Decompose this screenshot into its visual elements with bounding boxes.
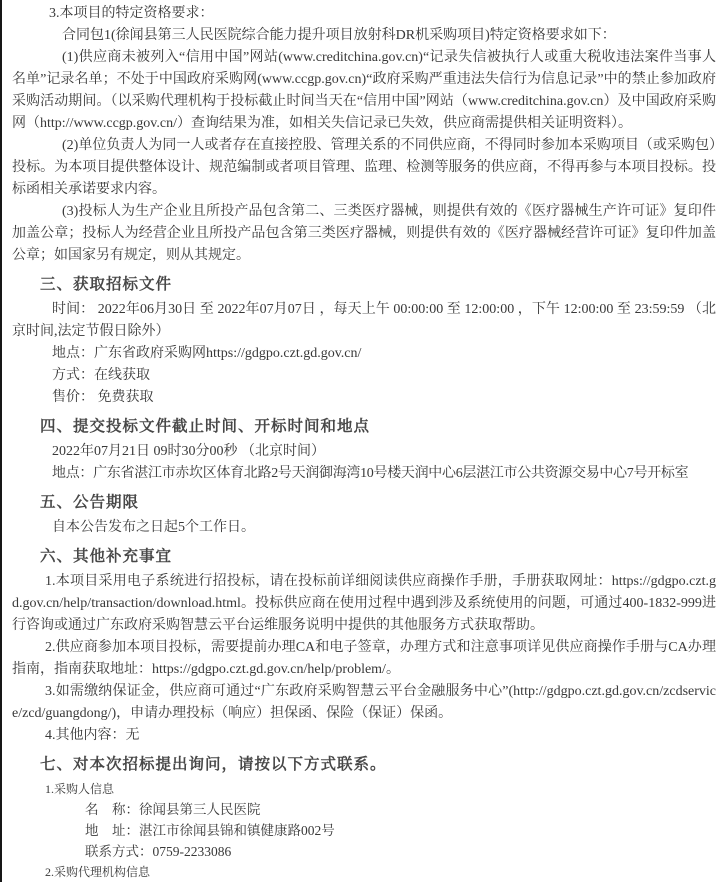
purchaser-address-line	[85, 820, 716, 841]
section-heading-obtain-documents: 三、获取招标文件	[40, 276, 173, 293]
section-heading-submission-deadline: 四、提交投标文件截止时间、开标时间和地点	[40, 418, 371, 435]
opening-place-line: 地点：广东省湛江市赤坎区体育北路2号天润御海湾10号楼天润中心6层湛江市公共资源交易中心7号开标室	[52, 466, 689, 481]
purchaser-phone-label: 联系方式：	[85, 844, 153, 859]
qualification-title: 3.本项目的特定资格要求：	[49, 6, 214, 21]
purchaser-name-line	[85, 799, 716, 820]
section-heading-contact: 七、对本次招标提出询问，请按以下方式联系。	[40, 756, 387, 773]
obtain-time-line: 时间： 2022年06月30日 至 2022年07月07日 ，每天上午 00:00:00 至 12:00:00 ，下午 12:00:00 至 23:59:59 （北京时间,法定节假日除外）	[12, 302, 716, 339]
qualification-item-2: (2)单位负责人为同一人或者存在直接控股、管理关系的不同供应商，不得同时参加本采购项目（或采购包）投标。为本项目提供整体设计、规范编制或者项目管理、监理、检测等服务的供应商，不得再参与本项目投标。投标函相关承诺要求内容。	[12, 138, 716, 197]
qualification-item-1: (1)供应商未被列入“信用中国”网站(www.creditchina.gov.cn)“记录失信被执行人或重大税收违法案件当事人名单”记录名单；不处于中国政府采购网(www.ccgp.gov.cn)“政府采购严重违法失信行为信息记录”中的禁止参加政府采购活动期间。（以采购代理机构于投标截止时间当天在“信用中国”网站（www.creditchina.gov.cn）及中国政府采购网（http://www.ccgp.gov.cn/）查询结果为准，如相关失信记录已失效，供应商需提供相关证明资料）。	[12, 50, 716, 131]
purchaser-name-label: 名 称：	[85, 802, 139, 817]
agency-info-label: 2.采购代理机构信息	[45, 865, 151, 879]
obtain-place-line: 地点：广东省政府采购网https://gdgpo.czt.gd.gov.cn/	[52, 346, 362, 361]
section-heading-announcement-period: 五、公告期限	[40, 494, 140, 511]
section-heading-other-matters: 六、其他补充事宜	[40, 548, 173, 565]
purchaser-phone-line	[85, 841, 716, 862]
purchaser-name-value: 徐闻县第三人民医院	[139, 802, 261, 817]
announcement-period-line: 自本公告发布之日起5个工作日。	[52, 520, 255, 535]
purchaser-address-value: 湛江市徐闻县锦和镇健康路002号	[139, 823, 335, 838]
qualification-item-3: (3)投标人为生产企业且所投产品包含第二、三类医疗器械，则提供有效的《医疗器械生产许可证》复印件加盖公章；投标人为经营企业且所投产品包含第三类医疗器械，则提供有效的《医疗器械经营许可证》复印件加盖公章；如国家另有规定，则从其规定。	[12, 204, 716, 263]
purchaser-address-label: 地 址：	[85, 823, 139, 838]
purchaser-phone-value: 0759-2233086	[152, 844, 232, 859]
other-matters-item-2: 2.供应商参加本项目投标，需要提前办理CA和电子签章，办理方式和注意事项详见供应商操作手册与CA办理指南，指南获取地址：https://gdgpo.czt.gd.gov.cn/help/problem/。	[12, 640, 716, 677]
obtain-price-line: 售价： 免费获取	[52, 390, 154, 405]
other-matters-item-4: 4.其他内容：无	[45, 728, 140, 743]
purchaser-info-label: 1.采购人信息	[45, 782, 115, 796]
other-matters-item-1: 1.本项目采用电子系统进行招投标，请在投标前详细阅读供应商操作手册，手册获取网址：https://gdgpo.czt.gd.gov.cn/help/transaction/download.html。投标供应商在使用过程中遇到涉及系统使用的问题，可通过400-1832-999进行咨询或通过广东政府采购智慧云平台运维服务说明中提供的其他服务方式获取帮助。	[12, 574, 716, 633]
other-matters-item-3: 3.如需缴纳保证金，供应商可通过“广东政府采购智慧云平台金融服务中心”(http://gdgpo.czt.gd.gov.cn/zcdservice/zcd/guangdong/)，申请办理投标（响应）担保函、保险（保证）保函。	[12, 684, 716, 721]
submission-deadline-line: 2022年07月21日 09时30分00秒 （北京时间）	[52, 444, 325, 459]
qualification-intro: 合同包1(徐闻县第三人民医院综合能力提升项目放射科DR机采购项目)特定资格要求如下：	[62, 28, 616, 43]
obtain-method-line: 方式：在线获取	[52, 368, 150, 383]
